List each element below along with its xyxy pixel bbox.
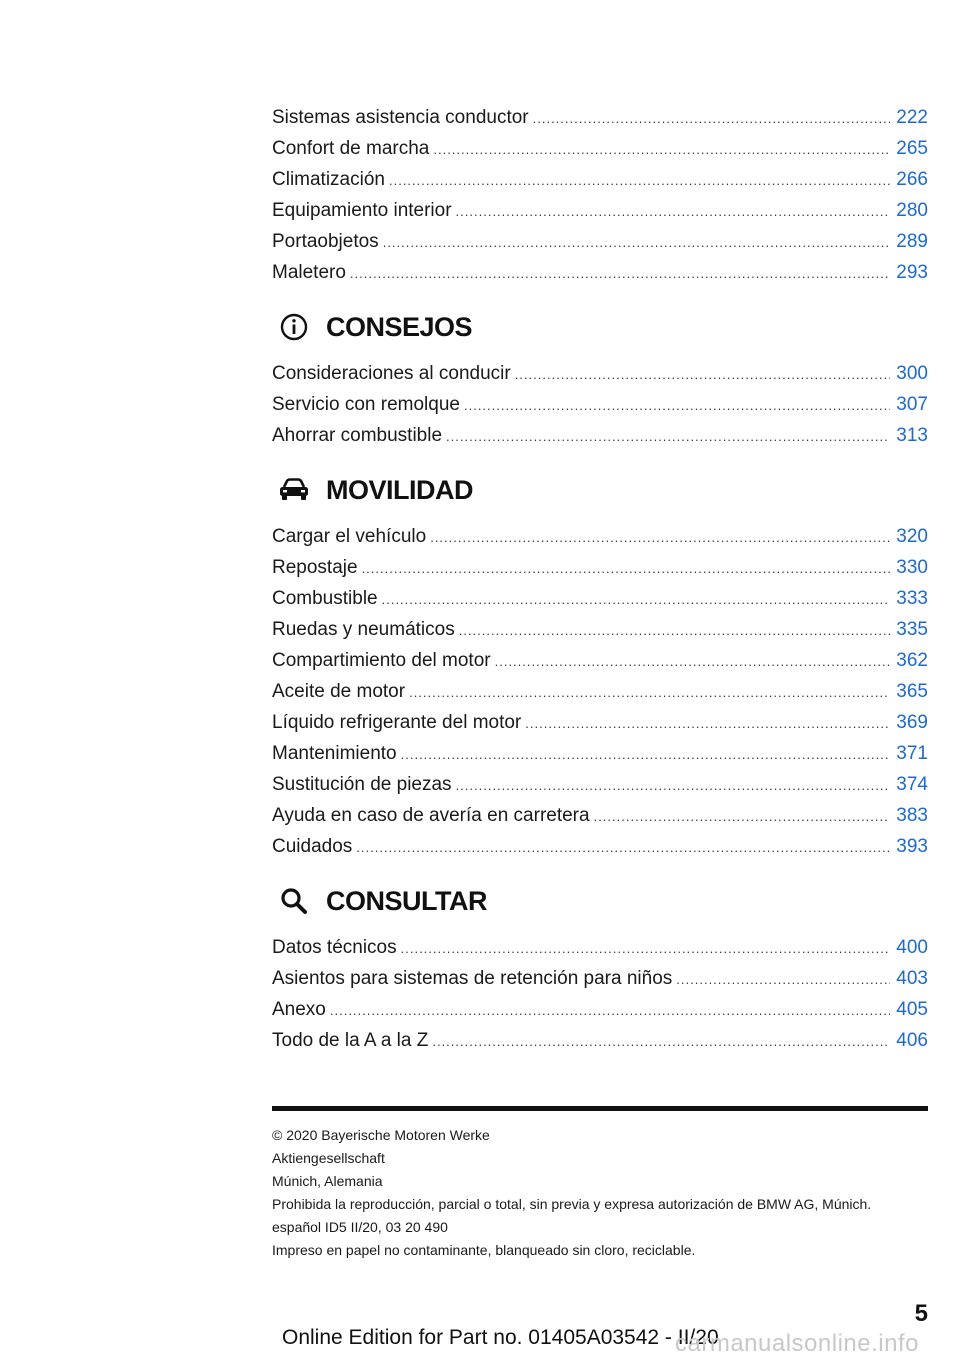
toc-entry-page[interactable]: 280 (896, 200, 928, 221)
toc-entry-equipamiento-interior[interactable] (272, 195, 928, 226)
toc-entry-label: Confort de marcha (272, 138, 430, 159)
dot-leader (362, 553, 891, 584)
toc-entry-page[interactable]: 403 (896, 968, 928, 989)
toc-entry-label: Datos técnicos (272, 937, 397, 958)
watermark: carmanualsonline.info (675, 1330, 919, 1357)
toc-entry-page[interactable]: 293 (896, 262, 928, 283)
dot-leader (456, 196, 891, 227)
toc-entry-page[interactable]: 400 (896, 937, 928, 958)
toc-entry-label: Portaobjetos (272, 231, 379, 252)
section-title: CONSULTAR (326, 885, 487, 916)
toc-entry-aceite-motor[interactable] (272, 676, 928, 707)
dot-leader (432, 1026, 890, 1057)
table-of-contents (272, 102, 928, 1056)
toc-entry-confort-marcha[interactable] (272, 133, 928, 164)
toc-entry-label: Compartimiento del motor (272, 650, 491, 671)
dot-leader (515, 359, 891, 390)
toc-entry-page[interactable]: 393 (896, 836, 928, 857)
toc-entry-compartimiento-motor[interactable] (272, 645, 928, 676)
section-heading-movilidad (272, 459, 928, 521)
imprint-rights: Prohibida la reproducción, parcial o total, sin previa y expresa autorización de BMW AG, Múnich. (272, 1196, 872, 1212)
dot-leader (330, 995, 890, 1026)
imprint-block (272, 1124, 928, 1262)
toc-entry-page[interactable]: 369 (896, 712, 928, 733)
toc-entry-repostaje[interactable] (272, 552, 928, 583)
dot-leader (456, 770, 891, 801)
toc-entry-ruedas-neumaticos[interactable] (272, 614, 928, 645)
toc-entry-page[interactable]: 266 (896, 169, 928, 190)
toc-group-consultar (272, 932, 928, 1056)
imprint-paper-note: Impreso en papel no contaminante, blanqueado sin cloro, reciclable. (272, 1242, 696, 1258)
toc-group-top (272, 102, 928, 288)
toc-entry-page[interactable]: 365 (896, 681, 928, 702)
toc-entry-label: Sistemas asistencia conductor (272, 107, 529, 128)
toc-group-consejos (272, 358, 928, 451)
toc-entry-page[interactable]: 371 (896, 743, 928, 764)
dot-leader (401, 933, 891, 964)
toc-entry-page[interactable]: 300 (896, 363, 928, 384)
dot-leader (383, 227, 891, 258)
section-title: CONSEJOS (326, 311, 473, 342)
section-heading-consejos (272, 296, 928, 358)
toc-entry-sustitucion-piezas[interactable] (272, 769, 928, 800)
toc-entry-label: Combustible (272, 588, 378, 609)
toc-entry-anexo[interactable] (272, 994, 928, 1025)
section-title: MOVILIDAD (326, 474, 473, 505)
imprint-copyright: © 2020 Bayerische Motoren Werke (272, 1127, 490, 1143)
dot-leader (430, 522, 890, 553)
toc-entry-page[interactable]: 374 (896, 774, 928, 795)
toc-group-movilidad (272, 521, 928, 862)
dot-leader (433, 134, 890, 165)
toc-entry-portaobjetos[interactable] (272, 226, 928, 257)
dot-leader (525, 708, 890, 739)
toc-entry-page[interactable]: 362 (896, 650, 928, 671)
toc-entry-climatizacion[interactable] (272, 164, 928, 195)
toc-entry-ahorrar-combustible[interactable] (272, 420, 928, 451)
toc-entry-maletero[interactable] (272, 257, 928, 288)
toc-entry-label: Consideraciones al conducir (272, 363, 511, 384)
toc-entry-label: Servicio con remolque (272, 394, 460, 415)
toc-entry-asientos-retencion[interactable] (272, 963, 928, 994)
toc-entry-ayuda-averia[interactable] (272, 800, 928, 831)
toc-entry-label: Equipamiento interior (272, 200, 452, 221)
imprint-location: Múnich, Alemania (272, 1173, 383, 1189)
info-icon (274, 307, 314, 347)
dot-leader (676, 964, 890, 995)
toc-entry-combustible[interactable] (272, 583, 928, 614)
toc-entry-label: Repostaje (272, 557, 358, 578)
toc-entry-label: Todo de la A a la Z (272, 1030, 429, 1051)
toc-entry-todo-a-z[interactable] (272, 1025, 928, 1056)
dot-leader (389, 165, 890, 196)
toc-entry-cargar-vehiculo[interactable] (272, 521, 928, 552)
toc-entry-label: Mantenimiento (272, 743, 397, 764)
toc-entry-cuidados[interactable] (272, 831, 928, 862)
toc-entry-page[interactable]: 307 (896, 394, 928, 415)
dot-leader (401, 739, 891, 770)
toc-entry-page[interactable]: 222 (896, 107, 928, 128)
toc-entry-page[interactable]: 406 (896, 1030, 928, 1051)
toc-entry-label: Líquido refrigerante del motor (272, 712, 522, 733)
toc-entry-label: Aceite de motor (272, 681, 406, 702)
toc-entry-remolque[interactable] (272, 389, 928, 420)
toc-entry-page[interactable]: 320 (896, 526, 928, 547)
car-icon (274, 470, 314, 510)
toc-entry-page[interactable]: 289 (896, 231, 928, 252)
toc-entry-label: Ayuda en caso de avería en carretera (272, 805, 590, 826)
toc-entry-label: Sustitución de piezas (272, 774, 452, 795)
dot-leader (409, 677, 890, 708)
toc-entry-page[interactable]: 330 (896, 557, 928, 578)
toc-entry-page[interactable]: 333 (896, 588, 928, 609)
imprint-divider (272, 1106, 928, 1111)
imprint-edition-id: español ID5 II/20, 03 20 490 (272, 1219, 448, 1235)
dot-leader (446, 421, 890, 452)
toc-entry-label: Maletero (272, 262, 346, 283)
imprint-company: Aktiengesellschaft (272, 1150, 385, 1166)
page-number: 5 (914, 1300, 928, 1327)
dot-leader (495, 646, 891, 677)
toc-entry-page[interactable]: 335 (896, 619, 928, 640)
toc-entry-mantenimiento[interactable] (272, 738, 928, 769)
dot-leader (350, 258, 890, 289)
toc-entry-page[interactable]: 383 (896, 805, 928, 826)
dot-leader (464, 390, 890, 421)
toc-entry-label: Ruedas y neumáticos (272, 619, 455, 640)
toc-entry-page[interactable]: 313 (896, 425, 928, 446)
dot-leader (459, 615, 891, 646)
toc-entry-label: Cuidados (272, 836, 353, 857)
toc-entry-label: Anexo (272, 999, 326, 1020)
toc-entry-label: Asientos para sistemas de retención para niños (272, 968, 673, 989)
toc-entry-page[interactable]: 265 (896, 138, 928, 159)
dot-leader (533, 103, 891, 134)
toc-entry-liquido-refrigerante[interactable] (272, 707, 928, 738)
toc-entry-label: Climatización (272, 169, 385, 190)
footer-edition: Online Edition for Part no. 01405A03542 - II/20 (282, 1326, 719, 1349)
toc-entry-datos-tecnicos[interactable] (272, 932, 928, 963)
toc-entry-page[interactable]: 405 (896, 999, 928, 1020)
dot-leader (594, 801, 891, 832)
toc-entry-sistemas-asistencia[interactable] (272, 102, 928, 133)
toc-entry-label: Cargar el vehículo (272, 526, 427, 547)
toc-entry-consideraciones[interactable] (272, 358, 928, 389)
search-icon (274, 881, 314, 921)
dot-leader (382, 584, 891, 615)
section-heading-consultar (272, 870, 928, 932)
toc-entry-label: Ahorrar combustible (272, 425, 443, 446)
dot-leader (356, 832, 890, 863)
